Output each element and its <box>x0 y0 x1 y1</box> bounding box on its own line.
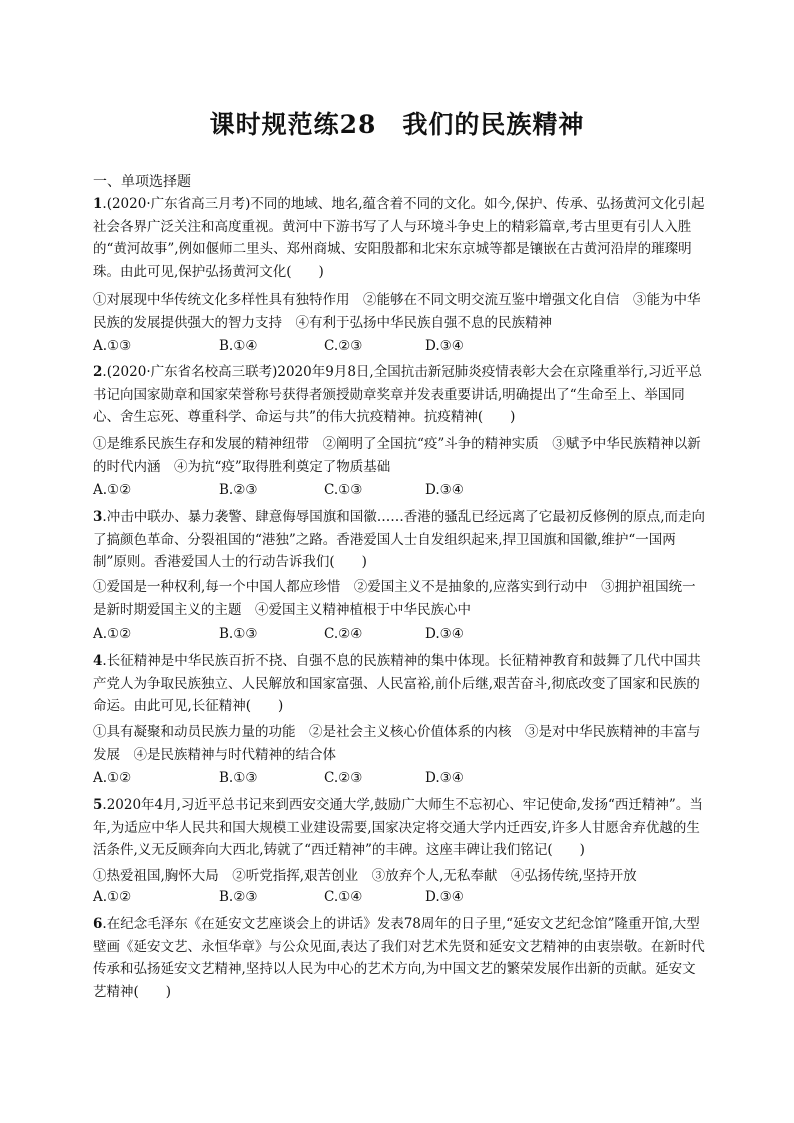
option-d[interactable]: D.③④ <box>425 338 464 354</box>
option-b[interactable]: B.②③ <box>219 482 258 498</box>
question-stem: .2020年4月,习近平总书记来到西安交通大学,鼓励广大师生不忘初心、牢记使命,发扬“西迁精神”。当年,为适应中华人民共和国大规模工业建设需要,国家决定将交通大学内迁西安,许多人甘愿舍弃优越的生活条件,义无反顾奔向大西北,铸就了“西迁精神”的丰碑。这座丰碑让我们铭记( ) <box>93 797 703 859</box>
page-title: 课时规范练28 我们的民族精神 <box>209 110 585 139</box>
question-1-options <box>93 338 705 360</box>
question-number: 1 <box>93 196 103 212</box>
option-a[interactable]: A.①② <box>93 770 132 786</box>
option-b[interactable]: B.②③ <box>219 889 258 905</box>
question-5-statements: ①热爱祖国,胸怀大局 ②听党指挥,艰苦创业 ③放弃个人,无私奉献 ④弘扬传统,坚持开放 <box>93 868 637 884</box>
question-5 <box>93 794 705 862</box>
option-b[interactable]: B.①③ <box>219 770 258 786</box>
question-number: 5 <box>93 797 103 813</box>
question-3-options <box>93 626 705 648</box>
question-5-options <box>93 889 705 911</box>
option-b[interactable]: B.①③ <box>219 626 258 642</box>
section-heading: 一、单项选择题 <box>93 174 191 190</box>
question-3-statements: ①爱国是一种权利,每一个中国人都应珍惜 ②爱国主义不是抽象的,应落实到行动中 ③拥护祖国统一是新时期爱国主义的主题 ④爱国主义精神植根于中华民族心中 <box>93 579 696 618</box>
question-number: 2 <box>93 364 103 380</box>
question-stem: .长征精神是中华民族百折不挠、自强不息的民族精神的集中体现。长征精神教育和鼓舞了几代中国共产党人为争取民族独立、人民解放和国家富强、人民富裕,前仆后继,艰苦奋斗,彻底改变了国家和民族的命运。由此可见,长征精神( ) <box>93 653 701 715</box>
option-d[interactable]: D.③④ <box>425 482 464 498</box>
question-2-statements: ①是维系民族生存和发展的精神纽带 ②阐明了全国抗“疫”斗争的精神实质 ③赋予中华民族精神以新的时代内涵 ④为抗“疫”取得胜利奠定了物质基础 <box>93 436 701 475</box>
option-d[interactable]: D.③④ <box>425 889 464 905</box>
option-d[interactable]: D.③④ <box>425 626 464 642</box>
question-number: 6 <box>93 916 103 932</box>
option-d[interactable]: D.③④ <box>425 770 464 786</box>
option-c[interactable]: C.①③ <box>324 482 363 498</box>
question-number: 3 <box>93 509 103 525</box>
option-a[interactable]: A.①② <box>93 626 132 642</box>
option-a[interactable]: A.①② <box>93 482 132 498</box>
option-c[interactable]: C.②③ <box>324 770 363 786</box>
question-number: 4 <box>93 653 103 669</box>
question-3 <box>93 506 705 574</box>
question-2-options <box>93 482 705 504</box>
question-4-options <box>93 770 705 792</box>
question-stem: .(2020·广东省名校高三联考)2020年9月8日,全国抗击新冠肺炎疫情表彰大会在京隆重举行,习近平总书记向国家勋章和国家荣誉称号获得者颁授勋章奖章并发表重要讲话,明确提出了“生命至上、举国同心、舍生忘死、尊重科学、命运与共”的伟大抗疫精神。抗疫精神( ) <box>93 364 702 426</box>
question-1 <box>93 193 705 284</box>
option-a[interactable]: A.①③ <box>93 338 132 354</box>
question-4-statements: ①具有凝聚和动员民族力量的功能 ②是社会主义核心价值体系的内核 ③是对中华民族精神的丰富与发展 ④是民族精神与时代精神的结合体 <box>93 724 701 763</box>
option-c[interactable]: C.②③ <box>324 338 363 354</box>
question-stem: .冲击中联办、暴力袭警、肆意侮辱国旗和国徽……香港的骚乱已经远离了它最初反修例的原点,而走向了搞颜色革命、分裂祖国的“港独”之路。香港爱国人士自发组织起来,捍卫国旗和国徽,维护“一国两制”原则。香港爱国人士的行动告诉我们( ) <box>93 509 705 571</box>
question-1-statements: ①对展现中华传统文化多样性具有独特作用 ②能够在不同文明交流互鉴中增强文化自信 ③能为中华民族的发展提供强大的智力支持 ④有利于弘扬中华民族自强不息的民族精神 <box>93 292 701 331</box>
question-stem: .在纪念毛泽东《在延安文艺座谈会上的讲话》发表78周年的日子里,“延安文艺纪念馆”隆重开馆,大型壁画《延安文艺、永恒华章》与公众见面,表达了我们对艺术先贤和延安文艺精神的由衷崇敬。在新时代传承和弘扬延安文艺精神,坚持以人民为中心的艺术方向,为中国文艺的繁荣发展作出新的贡献。延安文艺精神( ) <box>93 916 705 1001</box>
option-c[interactable]: C.②④ <box>324 626 363 642</box>
question-4 <box>93 650 705 718</box>
option-c[interactable]: C.①④ <box>324 889 363 905</box>
question-stem: .(2020·广东省高三月考)不同的地域、地名,蕴含着不同的文化。如今,保护、传承、弘扬黄河文化引起社会各界广泛关注和高度重视。黄河中下游书写了人与环境斗争史上的精彩篇章,考古里更有引人入胜的“黄河故事”,例如偃师二里头、郑州商城、安阳殷都和北宋东京城等都是镶嵌在古黄河沿岸的璀璨明珠。由此可见,保护弘扬黄河文化( ) <box>93 196 705 281</box>
question-2 <box>93 361 705 429</box>
option-a[interactable]: A.①② <box>93 889 132 905</box>
question-6 <box>93 913 705 1004</box>
option-b[interactable]: B.①④ <box>219 338 258 354</box>
